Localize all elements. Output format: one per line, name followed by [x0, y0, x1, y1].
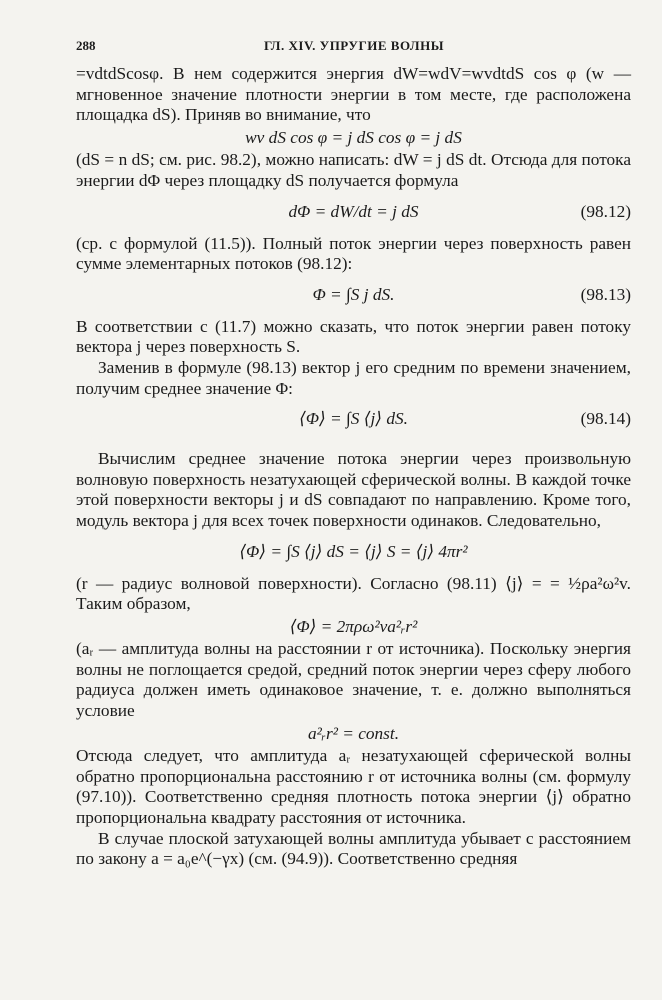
paragraph: =vdtdScosφ. В нем содержится энергия dW=wdV=wvdtdS cos φ (w — мгновенное значение плотности энергии в том месте, где расположена площадка dS). Приняв во внимание, что	[76, 64, 631, 125]
equation-body: ⟨Φ⟩ = ∫S ⟨j⟩ dS = ⟨j⟩ S = ⟨j⟩ 4πr²	[239, 541, 468, 561]
paragraph: В случае плоской затухающей волны амплитуда убывает с расстоянием по закону a = a₀e^(−γx) (см. (94.9)). Соответственно средняя	[76, 828, 631, 869]
equation	[76, 128, 631, 149]
equation-body: wv dS cos φ = j dS cos φ = j dS	[245, 127, 462, 147]
equation-number: (98.14)	[580, 409, 631, 429]
paragraph-gap	[76, 441, 631, 449]
equation	[76, 617, 631, 638]
page-header	[76, 38, 631, 58]
paragraph: Заменив в формуле (98.13) вектор j его средним по времени значением, получим среднее значение Φ:	[76, 357, 631, 398]
paragraph: Отсюда следует, что амплитуда aᵣ незатухающей сферической волны обратно пропорциональна расстоянию r от источника волны (см. формулу (97.10)). Соответственно средняя плотность потока энергии ⟨j⟩ обратно пропорциональна квадрату расстояния от источника.	[76, 746, 631, 828]
equation-number: (98.12)	[580, 201, 631, 221]
equation-body: Φ = ∫S j dS.	[312, 284, 395, 304]
equation-body: ⟨Φ⟩ = 2πρω²va²ᵣr²	[289, 616, 418, 636]
equation	[76, 724, 631, 745]
equation	[76, 194, 631, 232]
paragraph: (r — радиус волновой поверхности). Согласно (98.11) ⟨j⟩ = = ½ρa²ω²v. Таким образом,	[76, 573, 631, 614]
equation-body: dΦ = dW/dt = j dS	[288, 201, 419, 221]
page-body	[76, 64, 631, 870]
equation	[76, 534, 631, 572]
paragraph: (aᵣ — амплитуда волны на расстоянии r от источника). Поскольку энергия волны не поглощается средой, средний поток энергии через сферу любого радиуса должен иметь одинаковое значение, т. е. должно выполняться условие	[76, 639, 631, 721]
equation-body: a²ᵣr² = const.	[307, 723, 400, 743]
paragraph: (dS = n dS; см. рис. 98.2), можно написать: dW = j dS dt. Отсюда для потока энергии dΦ через площадку dS получается формула	[76, 150, 631, 190]
paragraph: (ср. с формулой (11.5)). Полный поток энергии через поверхность равен сумме элементарных потоков (98.12):	[76, 233, 631, 274]
paragraph: В соответствии с (11.7) можно сказать, что поток энергии равен потоку вектора j через поверхность S.	[76, 316, 631, 357]
equation	[76, 401, 631, 439]
equation	[76, 277, 631, 315]
equation-body: ⟨Φ⟩ = ∫S ⟨j⟩ dS.	[299, 409, 408, 429]
equation-number: (98.13)	[580, 284, 631, 304]
running-title: ГЛ. XIV. УПРУГИЕ ВОЛНЫ	[264, 38, 444, 53]
paragraph: Вычислим среднее значение потока энергии через произвольную волновую поверхность незатухающей сферической волны. В каждой точке этой поверхности векторы j и dS совпадают по направлению. Кроме того, модуль вектора j для всех точек поверхности одинаков. Следовательно,	[76, 449, 631, 530]
page-number: 288	[76, 38, 96, 53]
